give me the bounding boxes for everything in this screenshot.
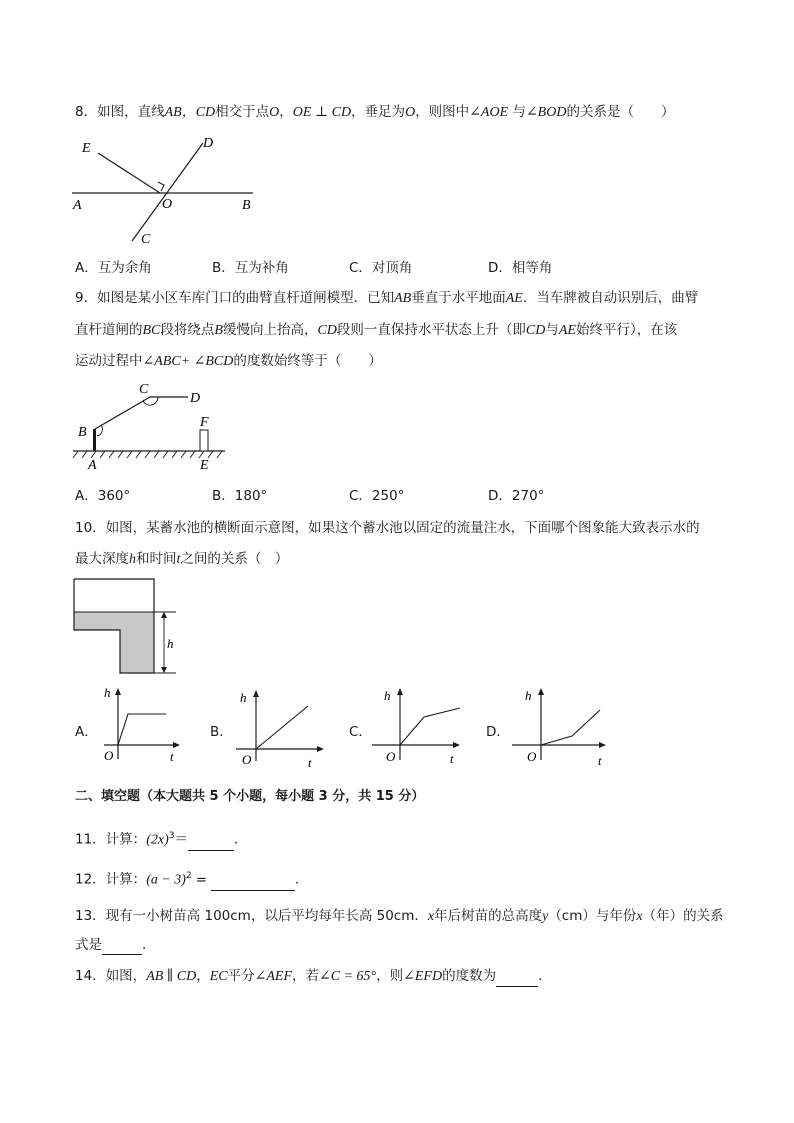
label-o: O [162,197,173,212]
label-b: B [242,198,251,213]
q8-option-d[interactable]: D．相等角 [488,260,553,276]
label-a: A [88,458,97,473]
q9-stem-line2: 直杆道闸的BC段将绕点B缓慢向上抬高，CD段则一直保持水平状态上升（即CD与AE始终平行），在该 [75,322,678,338]
q11-number: 11． [75,831,106,848]
q12-stem: 12．计算：$(a - 3)^2$ = ． [75,866,309,891]
curve [541,710,600,745]
q9-figure [70,381,230,476]
axis-t: t [308,755,312,770]
q10-graph-c[interactable] [370,684,470,768]
q10-graph-d[interactable] [510,684,614,768]
section-2-heading: 二、填空题（本大题共 5 个小题，每小题 3 分，共 15 分） [75,789,425,804]
sensor-ef [200,430,208,451]
q10-option-b-label[interactable]: B． [210,724,233,740]
curve [256,706,308,749]
axis-h: h [384,688,391,703]
q10-stem-line1: 10．如图，某蓄水池的横断面示意图，如果这个蓄水池以固定的流量注水，下面哪个图象能大致表示水的 [75,520,700,536]
x-axis-arrow [317,746,324,752]
ray-oe [98,153,160,193]
q11-stem: 11．计算：$(2x)^3=$ ． [75,826,247,851]
q8-figure [70,133,265,248]
q9-option-c[interactable]: C．250° [349,488,405,504]
q13-stem-line1: 13．现有一小树苗高 100cm，以后平均每年长高 50cm．x年后树苗的总高度y（cm）与年份x（年）的关系 [75,908,724,924]
label-d: D [190,391,201,406]
label-b: B [78,425,87,440]
x-axis-arrow [173,742,180,748]
post-ab [93,429,96,451]
y-axis-arrow [253,690,259,697]
q13-stem-line2: 式是 ． [75,937,156,953]
q8-option-a[interactable]: A．互为余角 [75,260,152,276]
q9-option-a[interactable]: A．360° [75,488,131,504]
origin-o: O [242,752,252,767]
q10-stem-line2: 最大深度h和时间t之间的关系（ ） [75,551,289,567]
q9-number: 9． [75,290,98,306]
axis-t: t [598,753,602,768]
label-d: D [203,136,214,151]
y-axis-arrow [115,688,121,695]
q10-option-a-label[interactable]: A． [75,724,98,740]
q12-number: 12． [75,871,106,888]
depth-label: h [167,636,174,651]
q14-number: 14． [75,968,106,984]
line-cd [132,143,203,241]
origin-o: O [527,749,537,764]
label-e: E [200,458,209,473]
q9-stem-line1: 9．如图是某小区车库门口的曲臂直杆道闸模型．已知AB垂直于水平地面AE．当车牌被自动识别后，曲臂 [75,290,699,306]
axis-h: h [104,685,111,700]
arm-bc [95,397,150,429]
y-axis-arrow [397,688,403,695]
axis-t: t [170,749,174,764]
axis-h: h [525,688,532,703]
origin-o: O [104,748,114,763]
q10-option-c-label[interactable]: C． [349,724,372,740]
q14-stem: 14．如图，AB ∥ CD，EC平分∠AEF，若∠C = 65°，则∠EFD的度数为 ． [75,966,552,987]
q10-graph-b[interactable] [234,686,334,770]
origin-o: O [386,749,396,764]
q13-answer-blank[interactable] [102,938,142,955]
q8-option-c[interactable]: C．对顶角 [349,260,413,276]
q9-option-d[interactable]: D．270° [488,488,545,504]
q14-answer-blank[interactable] [496,970,538,987]
q10-graph-a[interactable] [96,684,186,766]
q10-tank-figure [72,578,192,678]
axis-h: h [240,690,247,705]
q9-option-b[interactable]: B．180° [212,488,268,504]
label-a: A [73,198,82,213]
q8-number: 8． [75,104,98,120]
q11-answer-blank[interactable] [188,834,234,851]
q8-stem: 8．如图，直线AB，CD相交于点O，OE ⊥ CD，垂足为O，则图中∠AOE 与∠BOD的关系是（ ） [75,104,675,120]
label-f: F [200,415,209,430]
water-fill [74,612,154,673]
depth-arrow-top [161,612,167,618]
label-c: C [139,382,149,397]
q8-option-b[interactable]: B．互为补角 [212,260,289,276]
label-c: C [141,232,151,247]
q13-number: 13． [75,908,106,924]
label-e: E [82,141,91,156]
x-axis-arrow [599,742,606,748]
x-axis-arrow [453,742,460,748]
curve [118,714,166,745]
curve [400,708,460,745]
q9-stem-line3: 运动过程中∠ABC+ ∠BCD的度数始终等于（ ） [75,353,382,369]
q12-answer-blank[interactable] [211,874,295,891]
y-axis-arrow [538,688,544,695]
ground-hatching [73,451,222,458]
q10-option-d-label[interactable]: D． [486,724,510,740]
q10-number: 10． [75,520,106,536]
axis-t: t [450,751,454,766]
depth-arrow-bottom [161,667,167,673]
angle-arc-c [143,397,158,405]
right-angle-mark [158,182,164,191]
